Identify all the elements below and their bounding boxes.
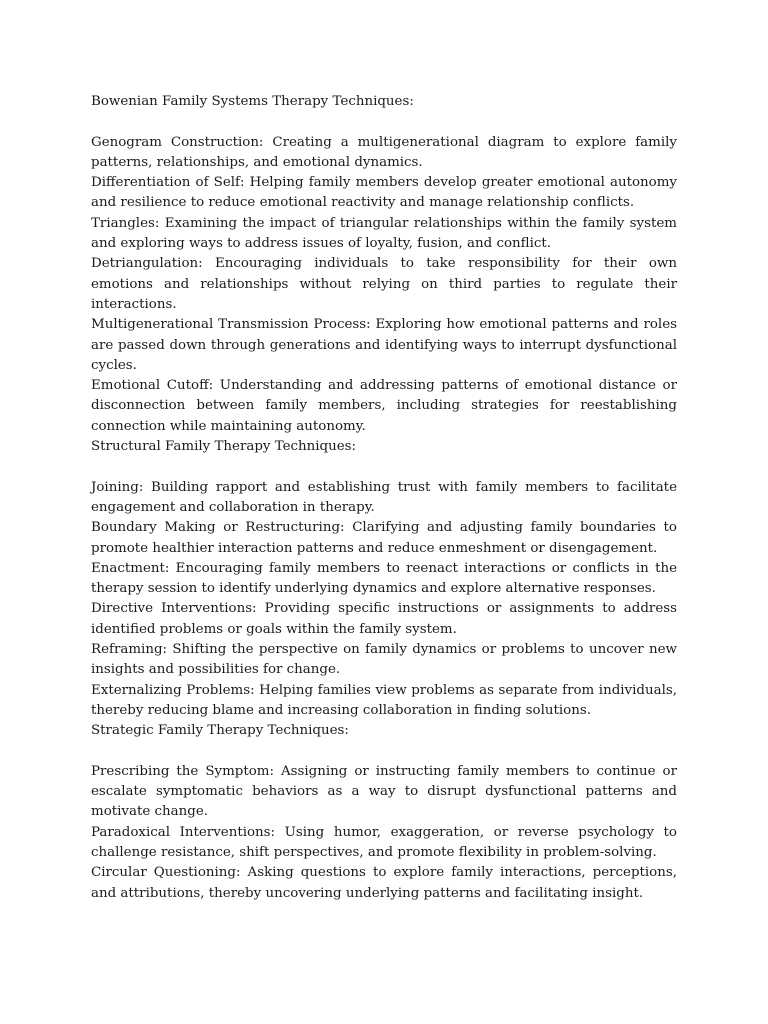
list-item: Differentiation of Self: Helping family members develop greater emotional autonomy and resilience to reduce emotional reactivity and manage relationship conflicts. [91, 175, 677, 211]
list-item: Enactment: Encouraging family members to reenact interactions or conflicts in the therapy session to identify underlying dynamics and explore alternative responses. [91, 560, 677, 597]
list-item: Boundary Making or Restructuring: Clarifying and adjusting family boundaries to promote healthier interaction patterns and reduce enmeshment or disengagement. [91, 520, 677, 556]
list-item: Joining: Building rapport and establishing trust with family members to facilitate engagement and collaboration in therapy. [91, 479, 677, 515]
section-heading-structural: Structural Family Therapy Techniques: [91, 439, 357, 455]
list-item: Emotional Cutoff: Understanding and addressing patterns of emotional distance or disconnection between family members, including strategies for reestablishing connection while maintaining autonomy. [91, 378, 677, 434]
list-item: Prescribing the Symptom: Assigning or instructing family members to continue or escalate symptomatic behaviors as a way to disrupt dysfunctional patterns and motivate change. [91, 763, 677, 820]
list-item: Paradoxical Interventions: Using humor, exaggeration, or reverse psychology to challenge resistance, shift perspectives, and promote flexibility in problem-solving. [91, 824, 677, 860]
document-page [91, 92, 677, 904]
blank-line [91, 112, 677, 132]
list-item: Triangles: Examining the impact of triangular relationships within the family system and exploring ways to address issues of loyalty, fusion, and conflict. [91, 215, 677, 252]
blank-line [91, 742, 677, 762]
list-item: Genogram Construction: Creating a multigenerational diagram to explore family patterns, relationships, and emotional dynamics. [91, 134, 677, 170]
blank-line [91, 457, 677, 477]
list-item: Externalizing Problems: Helping families view problems as separate from individuals, thereby reducing blame and increasing collaboration in finding solutions. [91, 682, 677, 718]
list-item: Detriangulation: Encouraging individuals to take responsibility for their own emotions and relationships without relying on third parties to regulate their interactions. [91, 256, 677, 312]
list-item: Directive Interventions: Providing specific instructions or assignments to address identified problems or goals within the family system. [91, 601, 677, 637]
section-heading-bowenian: Bowenian Family Systems Therapy Techniques: [91, 94, 414, 109]
list-item: Multigenerational Transmission Process: Exploring how emotional patterns and roles are passed down through generations and identifying ways to interrupt dysfunctional cycles. [91, 317, 677, 373]
list-item: Circular Questioning: Asking questions to explore family interactions, perceptions, and attributions, thereby uncovering underlying patterns and facilitating insight. [91, 865, 677, 901]
section-heading-strategic: Strategic Family Therapy Techniques: [91, 723, 349, 739]
list-item: Reframing: Shifting the perspective on family dynamics or problems to uncover new insights and possibilities for change. [91, 642, 677, 678]
